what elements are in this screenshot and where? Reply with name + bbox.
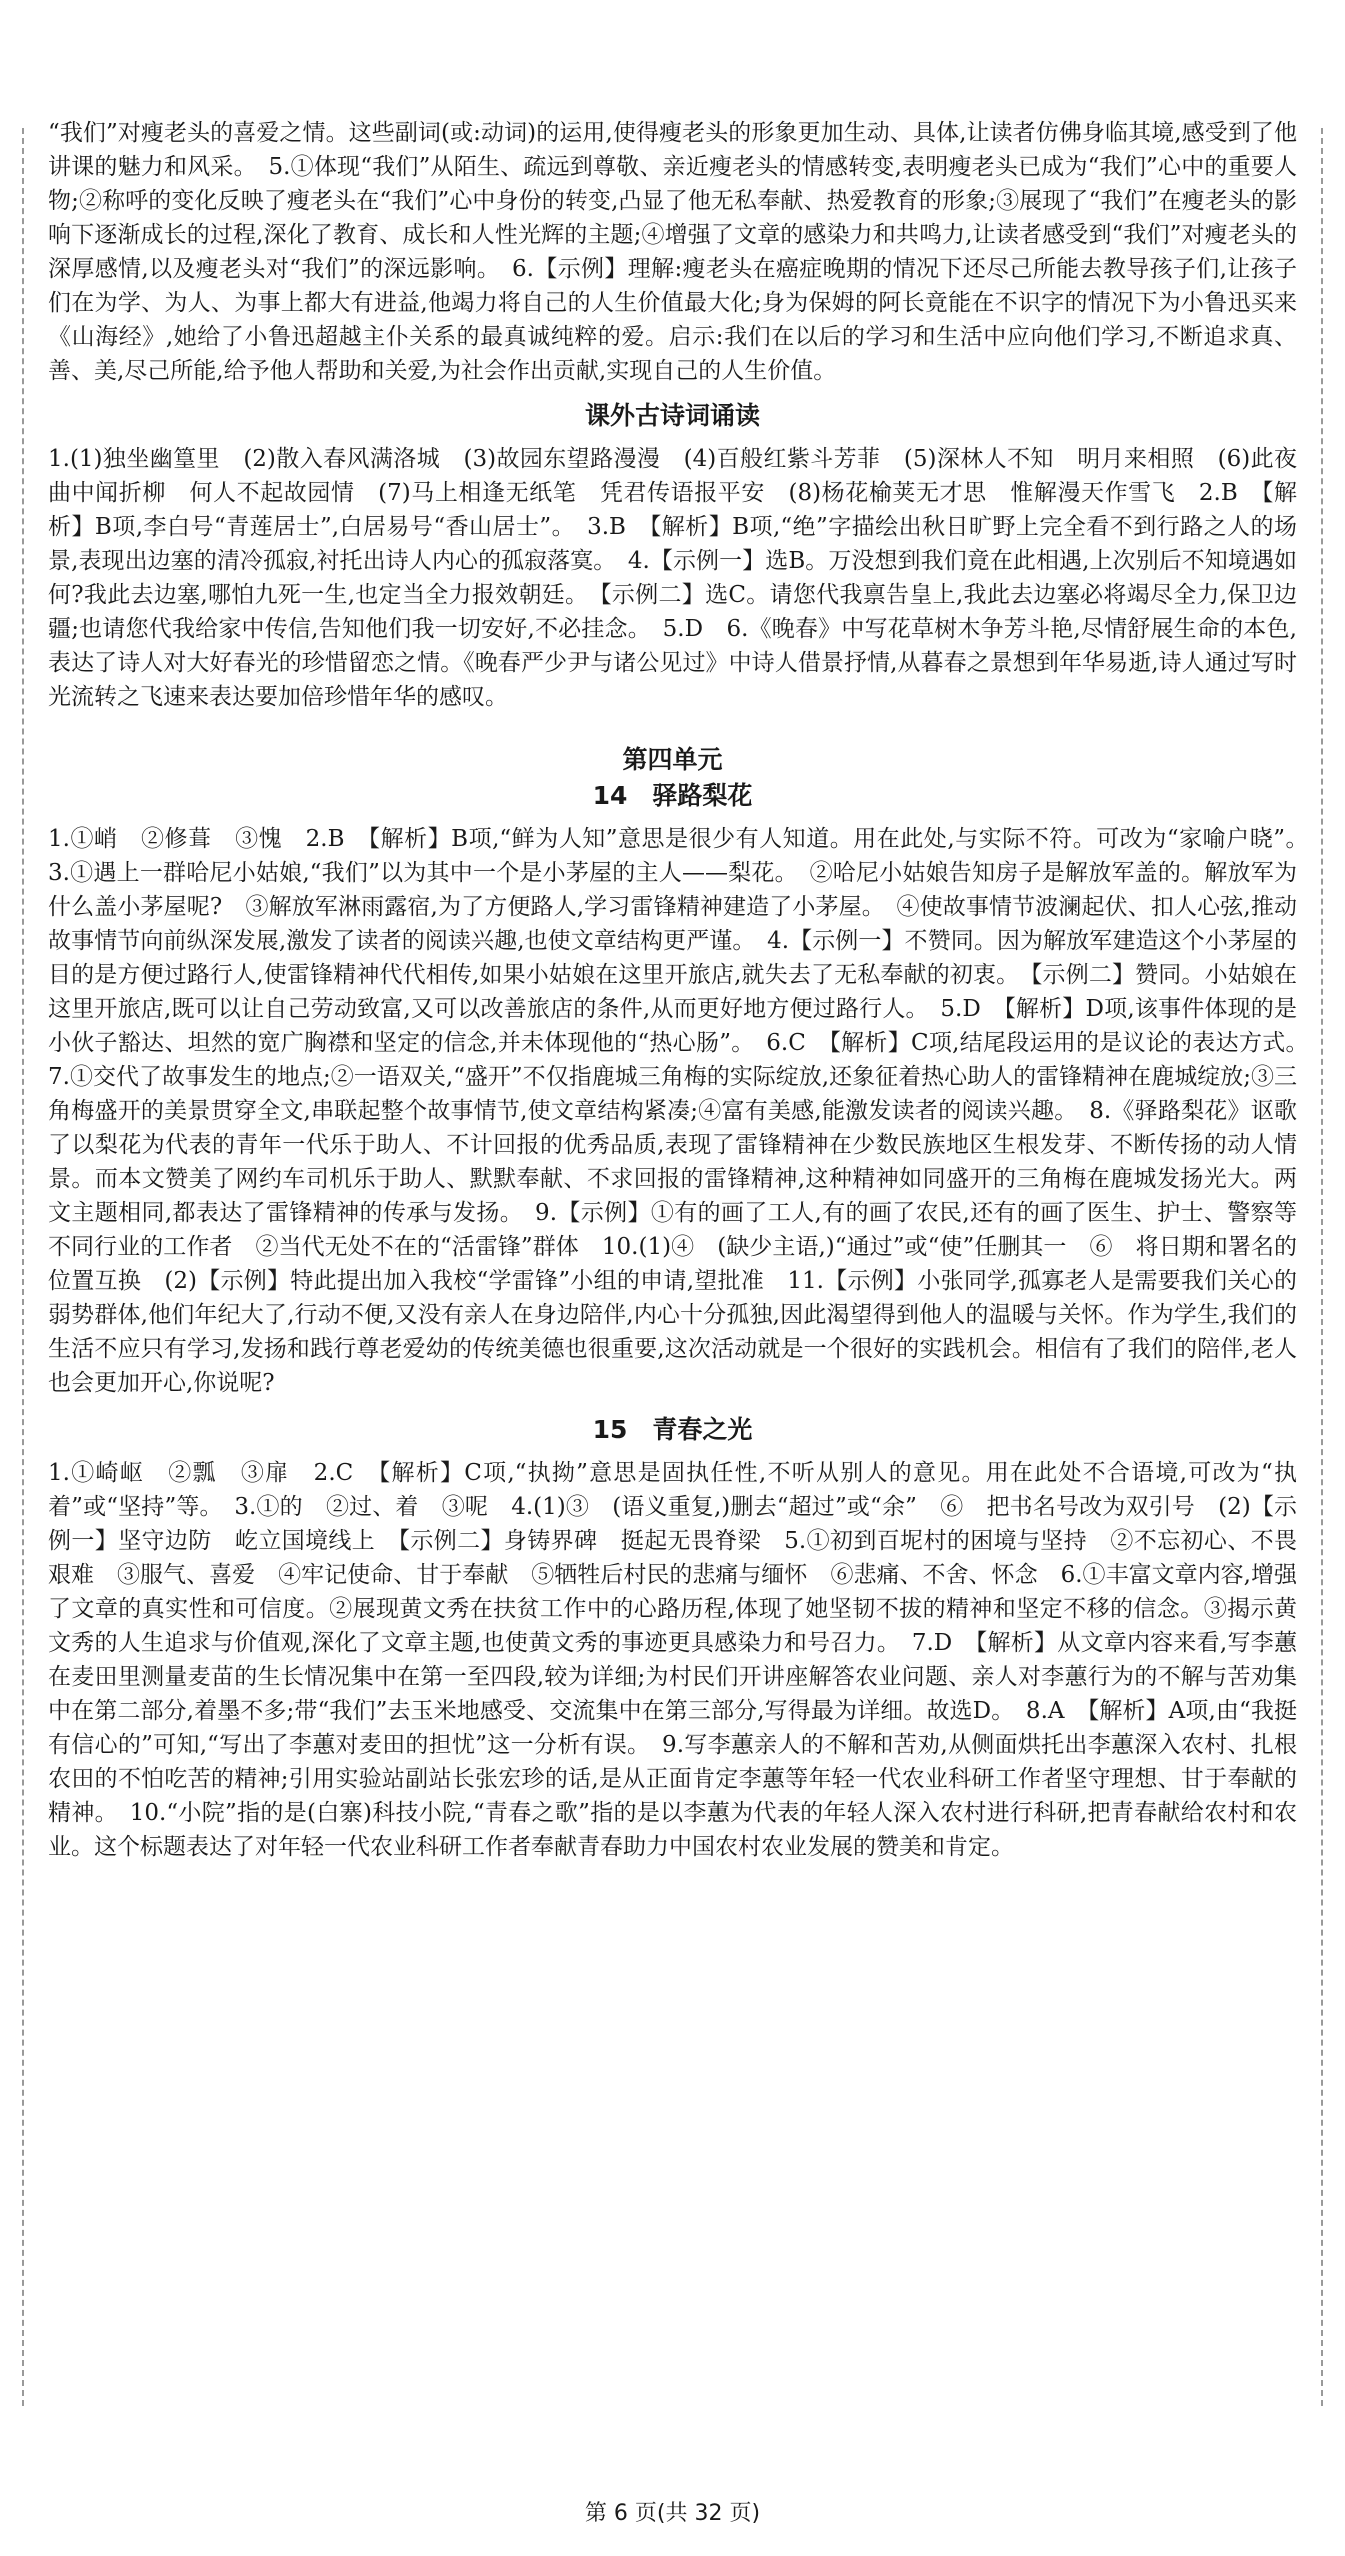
- lesson-title-14: 14 驿路梨花: [592, 781, 753, 810]
- section-body-classical-poetry: 1.(1)独坐幽篁里 (2)散入春风满洛城 (3)故园东望路漫漫 (4)百般红紫斗芳菲 (5)深林人不知 明月来相照 (6)此夜曲中闻折柳 何人不起故园情 (7)马上相逢无纸笔 凭君传语报平安 (8)杨花榆荚无才思 惟解漫天作雪飞 2.B 【解析】B项,李白号“青莲居士”,白居易号“香山居士”。 3.B 【解析】B项,“绝”字描绘出秋日旷野上完全看不到行路之人的场景,表现出边塞的清冷孤寂,衬托出诗人内心的孤寂落寞。 4.【示例一】选B。万没想到我们竟在此相遇,上次别后不知境遇如何?我此去边塞,哪怕九死一生,也定当全力报效朝廷。 【示例二】选C。请您代我禀告皇上,我此去边塞必将竭尽全力,保卫边疆;也请您代我给家中传信,告知他们我一切安好,不必挂念。 5.D 6.《晚春》中写花草树木争芳斗艳,尽情舒展生命的本色,表达了诗人对大好春光的珍惜留恋之情。《晚春严少尹与诸公见过》中诗人借景抒情,从暮春之景想到年华易逝,诗人通过写时光流转之飞速来表达要加倍珍惜年华的感叹。: [48, 446, 1297, 710]
- unit-title: 第四单元: [622, 745, 723, 774]
- right-binding-line: [1321, 128, 1323, 2406]
- section-title-classical-poetry: 课外古诗词诵读: [584, 401, 760, 430]
- page-footer: 第 6 页(共 32 页): [584, 2501, 761, 2526]
- lesson-body-15: 1.①崎岖 ②瓢 ③扉 2.C 【解析】C项,“执拗”意思是固执任性,不听从别人的意见。用在此处不合语境,可改为“执着”或“坚持”等。 3.①的 ②过、着 ③呢 4.(1)③ (语义重复,)删去“超过”或“余” ⑥ 把书名号改为双引号 (2)【示例一】坚守边防 屹立国境线上 【示例二】身铸界碑 挺起无畏脊梁 5.①初到百坭村的困境与坚持 ②不忘初心、不畏艰难 ③服气、喜爱 ④牢记使命、甘于奉献 ⑤牺牲后村民的悲痛与缅怀 ⑥悲痛、不舍、怀念 6.①丰富文章内容,增强了文章的真实性和可信度。②展现黄文秀在扶贫工作中的心路历程,体现了她坚韧不拔的精神和坚定不移的信念。③揭示黄文秀的人生追求与价值观,深化了文章主题,也使黄文秀的事迹更具感染力和号召力。 7.D 【解析】从文章内容来看,写李蕙在麦田里测量麦苗的生长情况集中在第一至四段,较为详细;为村民们开讲座解答农业问题、亲人对李蕙行为的不解与苦劝集中在第二部分,着墨不多;带“我们”去玉米地感受、交流集中在第三部分,写得最为详细。故选D。 8.A 【解析】A项,由“我挺有信心的”可知,“写出了李蕙对麦田的担忧”这一分析有误。 9.写李蕙亲人的不解和苦劝,从侧面烘托出李蕙深入农村、扎根农田的不怕吃苦的精神;引用实验站副站长张宏珍的话,是从正面肯定李蕙等年轻一代农业科研工作者坚守理想、甘于奉献的精神。 10.“小院”指的是(白寨)科技小院,“青春之歌”指的是以李蕙为代表的年轻人深入农村进行科研,把青春献给农村和农业。这个标题表达了对年轻一代农业科研工作者奉献青春助力中国农村农业发展的赞美和肯定。: [48, 1460, 1297, 1860]
- lesson-body-14: 1.①峭 ②修葺 ③愧 2.B 【解析】B项,“鲜为人知”意思是很少有人知道。用在此处,与实际不符。可改为“家喻户晓”。 3.①遇上一群哈尼小姑娘,“我们”以为其中一个是小茅屋的主人——梨花。 ②哈尼小姑娘告知房子是解放军盖的。解放军为什么盖小茅屋呢? ③解放军淋雨露宿,为了方便路人,学习雷锋精神建造了小茅屋。 ④使故事情节波澜起伏、扣人心弦,推动故事情节向前纵深发展,激发了读者的阅读兴趣,也使文章结构更严谨。 4.【示例一】不赞同。因为解放军建造这个小茅屋的目的是方便过路行人,使雷锋精神代代相传,如果小姑娘在这里开旅店,就失去了无私奉献的初衷。 【示例二】赞同。小姑娘在这里开旅店,既可以让自己劳动致富,又可以改善旅店的条件,从而更好地方便过路行人。 5.D 【解析】D项,该事件体现的是小伙子豁达、坦然的宽广胸襟和坚定的信念,并未体现他的“热心肠”。 6.C 【解析】C项,结尾段运用的是议论的表达方式。 7.①交代了故事发生的地点;②一语双关,“盛开”不仅指鹿城三角梅的实际绽放,还象征着热心助人的雷锋精神在鹿城绽放;③三角梅盛开的美景贯穿全文,串联起整个故事情节,使文章结构紧凑;④富有美感,能激发读者的阅读兴趣。 8.《驿路梨花》讴歌了以梨花为代表的青年一代乐于助人、不计回报的优秀品质,表现了雷锋精神在少数民族地区生根发芽、不断传扬的动人情景。而本文赞美了网约车司机乐于助人、默默奉献、不求回报的雷锋精神,这种精神如同盛开的三角梅在鹿城发扬光大。两文主题相同,都表达了雷锋精神的传承与发扬。 9.【示例】①有的画了工人,有的画了农民,还有的画了医生、护士、警察等不同行业的工作者 ②当代无处不在的“活雷锋”群体 10.(1)④ (缺少主语,)“通过”或“使”任删其一 ⑥ 将日期和署名的位置互换 (2)【示例】特此提出加入我校“学雷锋”小组的申请,望批准 11.【示例】小张同学,孤寡老人是需要我们关心的弱势群体,他们年纪大了,行动不便,又没有亲人在身边陪伴,内心十分孤独,因此渴望得到他人的温暖与关怀。作为学生,我们的生活不应只有学习,发扬和践行尊老爱幼的传统美德也很重要,这次活动就是一个很好的实践机会。相信有了我们的陪伴,老人也会更加开心,你说呢?: [48, 826, 1320, 1396]
- left-binding-line: [22, 128, 24, 2406]
- intro-paragraph: “我们”对瘦老头的喜爱之情。这些副词(或:动词)的运用,使得瘦老头的形象更加生动、具体,让读者仿佛身临其境,感受到了他讲课的魅力和风采。 5.①体现“我们”从陌生、疏远到尊敬、亲近瘦老头的情感转变,表明瘦老头已成为“我们”心中的重要人物;②称呼的变化反映了瘦老头在“我们”心中身份的转变,凸显了他无私奉献、热爱教育的形象;③展现了“我们”在瘦老头的影响下逐渐成长的过程,深化了教育、成长和人性光辉的主题;④增强了文章的感染力和共鸣力,让读者感受到“我们”对瘦老头的深厚感情,以及瘦老头对“我们”的深远影响。 6.【示例】理解:瘦老头在癌症晚期的情况下还尽己所能去教导孩子们,让孩子们在为学、为人、为事上都大有进益,他竭力将自己的人生价值最大化;身为保姆的阿长竟能在不识字的情况下为小鲁迅买来《山海经》,她给了小鲁迅超越主仆关系的最真诚纯粹的爱。启示:我们在以后的学习和生活中应向他们学习,不断追求真、善、美,尽己所能,给予他人帮助和关爱,为社会作出贡献,实现自己的人生价值。: [48, 120, 1297, 384]
- lesson-title-15: 15 青春之光: [592, 1415, 753, 1444]
